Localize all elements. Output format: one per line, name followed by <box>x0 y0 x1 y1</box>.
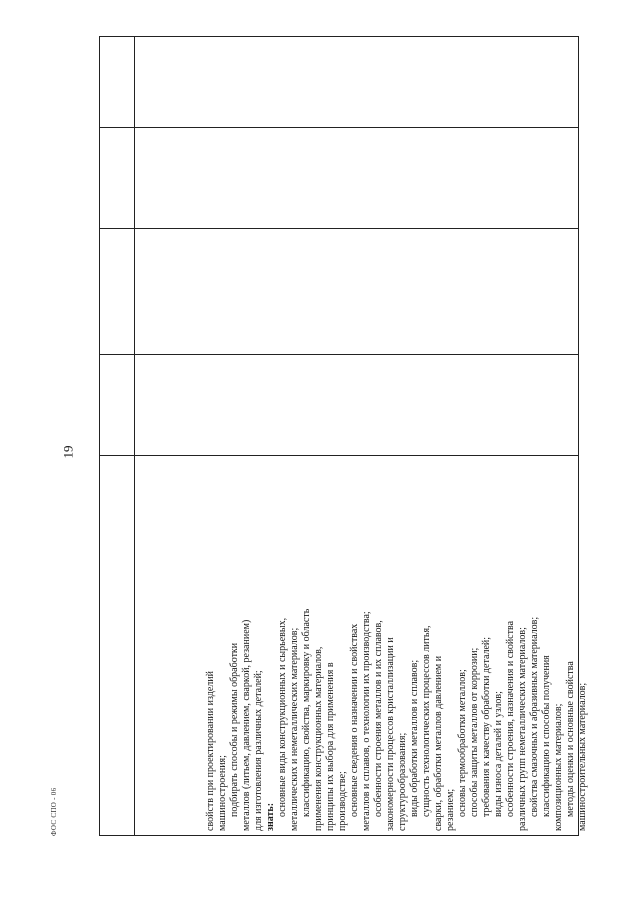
text-line: машиностроения; <box>217 755 228 831</box>
text-line: металлов (литьем, давлением, сваркой, резанием) <box>241 619 252 831</box>
text-line: классификацию, свойства, маркировку и область <box>301 608 312 817</box>
text-line: принципы их выбора для применения в <box>325 662 336 831</box>
text-line: применения конструкционных материалов, <box>313 646 324 831</box>
text-line: структурообразования; <box>397 732 408 831</box>
text-line: металлов и сплавов, о технологии их производства; <box>361 611 372 831</box>
text-line: резанием; <box>445 788 456 831</box>
text-line: виды износа деталей и узлов; <box>493 691 504 817</box>
text-line: закономерности процессов кристаллизации и <box>385 637 396 831</box>
text-line: особенности строения металлов и их сплавов, <box>373 620 384 817</box>
text-line: свойства смазочных и абразивных материалов; <box>529 616 540 817</box>
page-number: 19 <box>60 445 76 459</box>
text-line: производстве; <box>337 771 348 831</box>
text-line: машиностроительных материалов; <box>577 682 588 831</box>
text-line: виды обработки металлов и сплавов; <box>409 659 420 817</box>
text-line: знать: <box>265 802 276 831</box>
text-line: свойств при проектировании изделий <box>205 671 216 831</box>
document-footer: ФОС СПО - 06 <box>50 787 58 836</box>
text-line: основные виды конструкционных и сырьевых, <box>277 617 288 817</box>
table-row-divider <box>100 354 578 355</box>
text-line: особенности строения, назначения и свойства <box>505 620 516 817</box>
text-line: сварки, обработки металлов давлением и <box>433 655 444 831</box>
text-line: классификацию и способы получения <box>541 655 552 817</box>
table-row-divider <box>100 228 578 229</box>
text-line: композиционных материалов; <box>553 703 564 831</box>
text-line: подбирать способы и режимы обработки <box>229 642 240 817</box>
competency-table <box>99 36 588 836</box>
text-line: требования к качеству обработки деталей; <box>481 636 492 817</box>
table-row-divider <box>100 455 578 456</box>
text-line: основные сведения о назначении и свойствах <box>349 623 360 817</box>
table-column-divider <box>134 37 135 835</box>
text-line: металлических и неметаллических материалов; <box>289 627 300 831</box>
text-line: методы оценки и основные свойства <box>565 661 576 817</box>
competency-cell-text <box>202 501 640 837</box>
text-line: основы термообработки металлов; <box>457 669 468 817</box>
text-line: сущность технологических процессов литья, <box>421 625 432 817</box>
text-line: различных групп неметаллических материалов; <box>517 627 528 831</box>
table-row-divider <box>100 127 578 128</box>
text-line: способы защиты металлов от коррозии; <box>469 647 480 817</box>
text-line: для изготовления различных деталей; <box>253 670 264 831</box>
